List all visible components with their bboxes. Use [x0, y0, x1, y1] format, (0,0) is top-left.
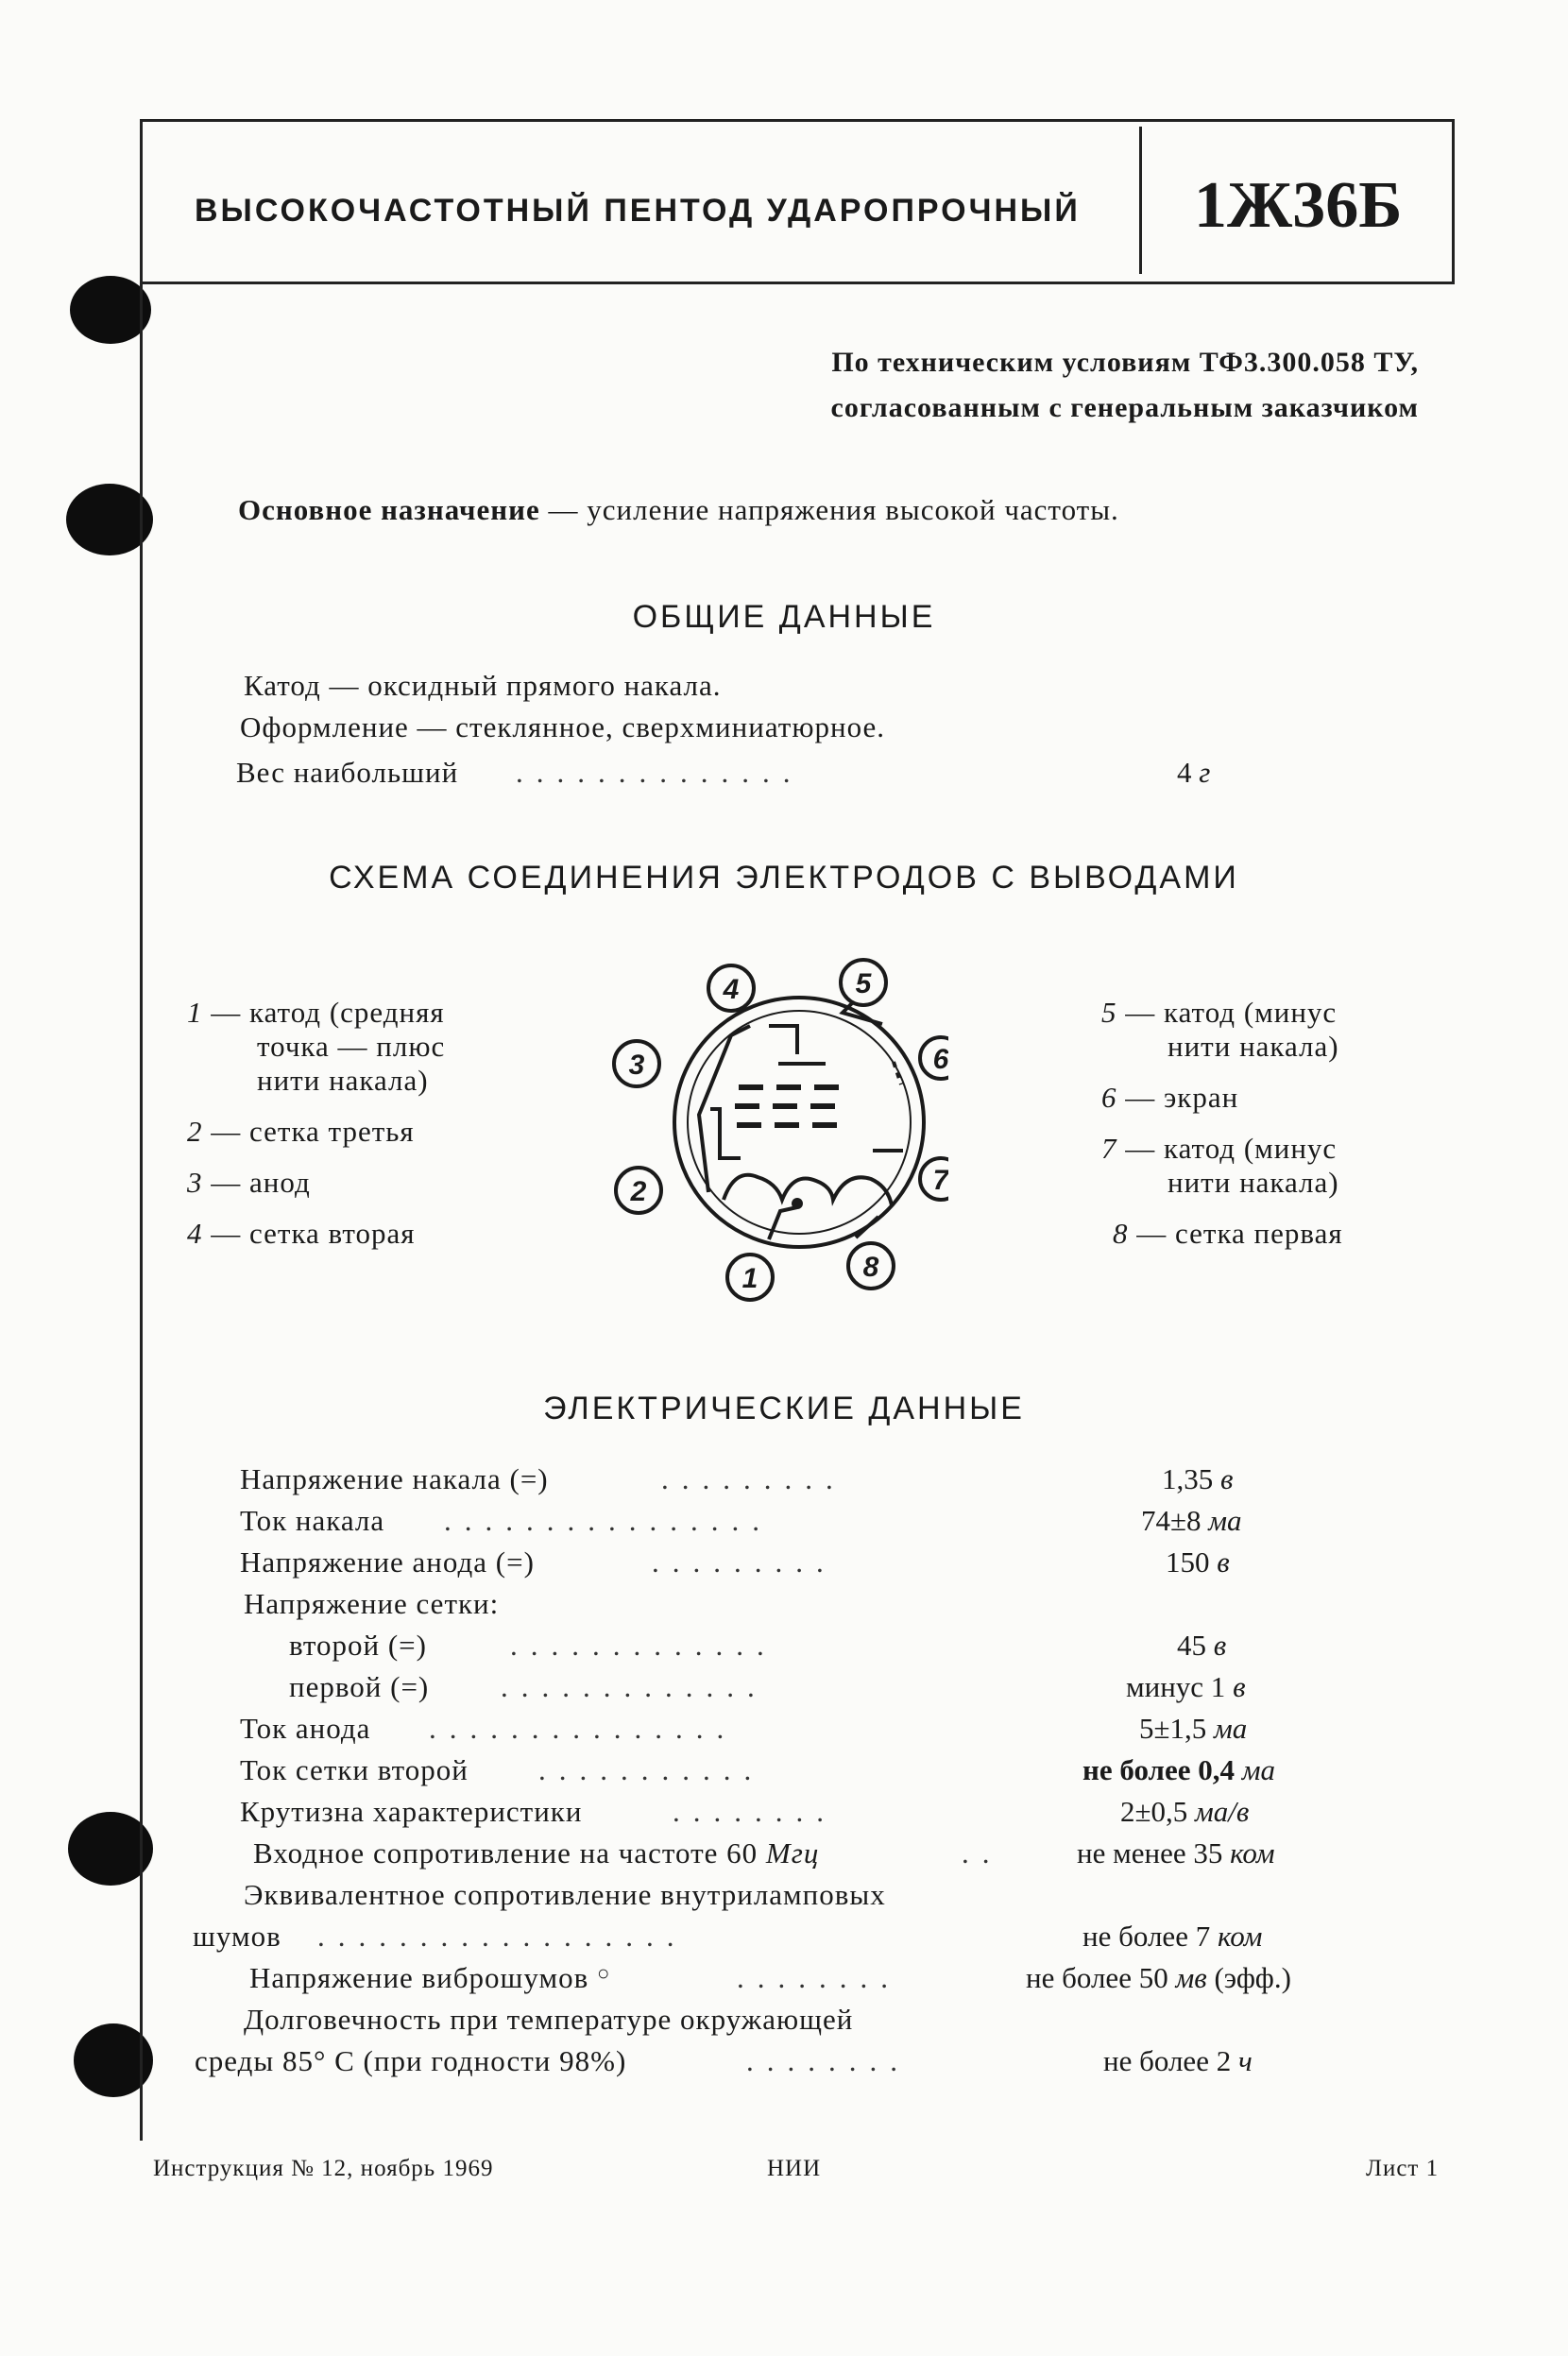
weight-value	[1177, 756, 1210, 790]
param-value	[1126, 1670, 1246, 1704]
param-number: 150	[1166, 1545, 1210, 1579]
leader-dots: .........	[661, 1462, 846, 1495]
leader-dots: .............	[501, 1670, 768, 1703]
header-divider	[1139, 127, 1142, 274]
footer-instruction: Инструкция № 12, ноябрь 1969	[153, 2156, 494, 2181]
left-pin-list	[187, 996, 445, 1251]
pin-description: — сетка третья	[202, 1115, 415, 1148]
pin-label: 3	[628, 1050, 645, 1081]
purpose-text: — усиление напряжения высокой частоты.	[539, 493, 1119, 526]
param-label: Ток накала	[240, 1504, 385, 1537]
param-unit: ч	[1237, 2044, 1253, 2077]
pin-description: — анод	[202, 1166, 311, 1199]
grid-dash	[814, 1084, 839, 1090]
design-line: Оформление — стеклянное, сверхминиатюрное.	[240, 710, 885, 743]
param-unit: в	[1220, 1462, 1234, 1495]
param-label: Крутизна характеристики	[240, 1795, 583, 1828]
pin-entry	[187, 996, 445, 1030]
param-unit: ком	[1217, 1920, 1263, 1953]
pin-entry	[187, 1166, 445, 1200]
param-number: не более 7	[1082, 1920, 1211, 1953]
leader-dots: ................	[444, 1504, 773, 1537]
pin-description: — катод (средняя	[202, 996, 445, 1029]
grid-first-lead	[856, 1217, 878, 1238]
pin-number: 3	[187, 1166, 203, 1199]
param-value	[1120, 1795, 1249, 1829]
pin-entry	[187, 1217, 445, 1251]
pin-number: 8	[1113, 1217, 1129, 1250]
weight-number: 4	[1177, 756, 1192, 789]
param-value	[1026, 1961, 1291, 1995]
leader-dots: ..............	[516, 756, 804, 789]
pin-entry-continuation: нити накала)	[1167, 1166, 1339, 1199]
pin-number: 1	[187, 996, 203, 1029]
param-number: 1,35	[1162, 1462, 1214, 1495]
electrode-diagram	[608, 945, 948, 1304]
param-value	[1139, 1712, 1247, 1746]
param-label: Ток сетки второй	[240, 1753, 469, 1786]
frame-left-border	[140, 119, 143, 2141]
param-label: второй (=)	[289, 1629, 427, 1662]
pin-label: 2	[630, 1176, 647, 1207]
param-label: Долговечность при температуре окружающей	[244, 2003, 854, 2036]
param-value	[1166, 1545, 1230, 1579]
param-number: не менее 35	[1077, 1836, 1223, 1869]
cathode-line: Катод — оксидный прямого накала.	[244, 669, 722, 702]
header-bottom-rule	[140, 282, 1455, 284]
weight-unit: г	[1199, 756, 1211, 789]
param-value	[1082, 1920, 1262, 1954]
filament	[724, 1175, 892, 1205]
pin-entry	[1101, 996, 1343, 1030]
pin-description: — катод (минус	[1116, 996, 1338, 1029]
param-unit: ма	[1214, 1712, 1248, 1745]
leader-dots: ...............	[429, 1712, 738, 1745]
pin-description: — катод (минус	[1116, 1132, 1338, 1165]
param-number: не более 2	[1103, 2044, 1232, 2077]
param-label: шумов	[193, 1920, 281, 1953]
leader-dots: ...........	[538, 1753, 765, 1786]
leader-dots: .........	[652, 1545, 837, 1579]
param-label: Напряжение анода (=)	[240, 1545, 535, 1579]
param-number: минус 1	[1126, 1670, 1226, 1703]
grid-dash	[737, 1122, 761, 1128]
tube-type-code: 1Ж36Б	[1194, 169, 1403, 242]
pin-circles	[614, 960, 948, 1300]
param-number: не более 0,4	[1082, 1753, 1235, 1786]
pin-number: 5	[1101, 996, 1117, 1029]
param-label	[253, 1836, 819, 1870]
param-label-text: Напряжение виброшумов	[249, 1961, 589, 1994]
pin-entry	[1101, 1132, 1343, 1166]
param-value	[1141, 1504, 1242, 1538]
grid-dash	[735, 1103, 759, 1109]
electrical-data-heading: ЭЛЕКТРИЧЕСКИЕ ДАННЫЕ	[543, 1391, 1025, 1426]
filament-midpoint-dot	[792, 1198, 803, 1209]
leader-dots: ..................	[317, 1920, 688, 1953]
pin-entry-continuation: нити накала)	[257, 1064, 429, 1097]
param-suffix: (эфф.)	[1214, 1961, 1291, 1994]
pin-entry	[1101, 1217, 1343, 1251]
param-unit: ма	[1241, 1753, 1276, 1786]
param-label	[249, 1961, 610, 1995]
param-number: 2±0,5	[1120, 1795, 1188, 1828]
param-number: 74±8	[1141, 1504, 1202, 1537]
param-label: Напряжение накала (=)	[240, 1462, 549, 1495]
param-unit: ма/в	[1195, 1795, 1250, 1828]
spec-reference-line: По техническим условиям ТФ3.300.058 ТУ,	[831, 347, 1419, 378]
param-group-label: Напряжение сетки:	[244, 1587, 500, 1620]
pin-label: 8	[862, 1252, 879, 1283]
param-number: 45	[1177, 1629, 1206, 1662]
document-title: ВЫСОКОЧАСТОТНЫЙ ПЕНТОД УДАРОПРОЧНЫЙ	[195, 193, 1081, 229]
leader-dots: .............	[510, 1629, 777, 1662]
leader-dots: ........	[746, 2044, 911, 2077]
circle-mark-icon: ○	[597, 1961, 611, 1985]
cathode-midpoint-lead	[769, 1207, 797, 1239]
purpose-label: Основное назначение	[238, 493, 540, 526]
grid-dash	[810, 1103, 835, 1109]
spec-reference-line: согласованным с генеральным заказчиком	[830, 392, 1419, 423]
param-unit: мв	[1175, 1961, 1207, 1994]
param-unit: в	[1233, 1670, 1246, 1703]
frame-top-border	[140, 119, 1455, 122]
pin-number: 2	[187, 1115, 203, 1148]
param-value	[1177, 1629, 1226, 1663]
pin-label: 5	[855, 968, 872, 999]
pin-label: 1	[741, 1263, 758, 1294]
pin-entry-continuation: нити накала)	[1167, 1030, 1339, 1063]
footer-institute: НИИ	[767, 2156, 822, 2181]
param-unit: в	[1213, 1629, 1227, 1662]
param-unit: ма	[1208, 1504, 1242, 1537]
purpose-statement	[238, 493, 1119, 527]
grid-dash	[776, 1084, 801, 1090]
param-number: 5±1,5	[1139, 1712, 1207, 1745]
param-value	[1162, 1462, 1233, 1496]
pin-label: 6	[932, 1044, 948, 1075]
pin-number: 4	[187, 1217, 203, 1250]
leader-dots: ..	[962, 1836, 1003, 1869]
param-label: среды 85° С (при годности 98%)	[195, 2044, 627, 2077]
param-value	[1103, 2044, 1253, 2078]
footer-sheet: Лист 1	[1366, 2156, 1440, 2181]
pin-label: 4	[723, 974, 740, 1005]
weight-label: Вес наибольший	[236, 756, 459, 789]
pin-number: 7	[1101, 1132, 1117, 1165]
grid-dash	[775, 1122, 799, 1128]
pin-label: 7	[932, 1165, 948, 1196]
pin-entry	[187, 1115, 445, 1149]
grid-dash	[773, 1103, 797, 1109]
pin-description: — сетка вторая	[202, 1217, 416, 1250]
spec-reference	[831, 340, 1420, 431]
param-value	[1077, 1836, 1275, 1870]
grid-lead	[769, 1026, 797, 1054]
grid-dash	[812, 1122, 837, 1128]
param-label-unit: Мгц	[765, 1836, 820, 1869]
param-unit: в	[1217, 1545, 1230, 1579]
general-data-heading: ОБЩИЕ ДАННЫЕ	[632, 599, 936, 635]
grid-lead	[710, 1109, 741, 1158]
pin-description: — сетка первая	[1128, 1217, 1343, 1250]
pin-number: 6	[1101, 1081, 1117, 1114]
param-label: Эквивалентное сопротивление внутриламповых	[244, 1878, 886, 1911]
grid-dash	[739, 1084, 763, 1090]
param-unit: ком	[1230, 1836, 1275, 1869]
leader-dots: ........	[673, 1795, 837, 1828]
param-label: первой (=)	[289, 1670, 430, 1703]
param-value	[1082, 1753, 1275, 1787]
leader-dots: ........	[737, 1961, 901, 1994]
pin-entry-continuation: точка — плюс	[257, 1030, 446, 1063]
schema-heading: СХЕМА СОЕДИНЕНИЯ ЭЛЕКТРОДОВ С ВЫВОДАМИ	[329, 860, 1239, 896]
param-label-text: Входное сопротивление на частоте 60	[253, 1836, 758, 1869]
pin-description: — экран	[1116, 1081, 1239, 1114]
pin-entry	[1101, 1081, 1343, 1115]
param-number: не более 50	[1026, 1961, 1168, 1994]
frame-right-border	[1452, 119, 1455, 283]
param-label: Ток анода	[240, 1712, 371, 1745]
right-pin-list	[1101, 996, 1343, 1251]
